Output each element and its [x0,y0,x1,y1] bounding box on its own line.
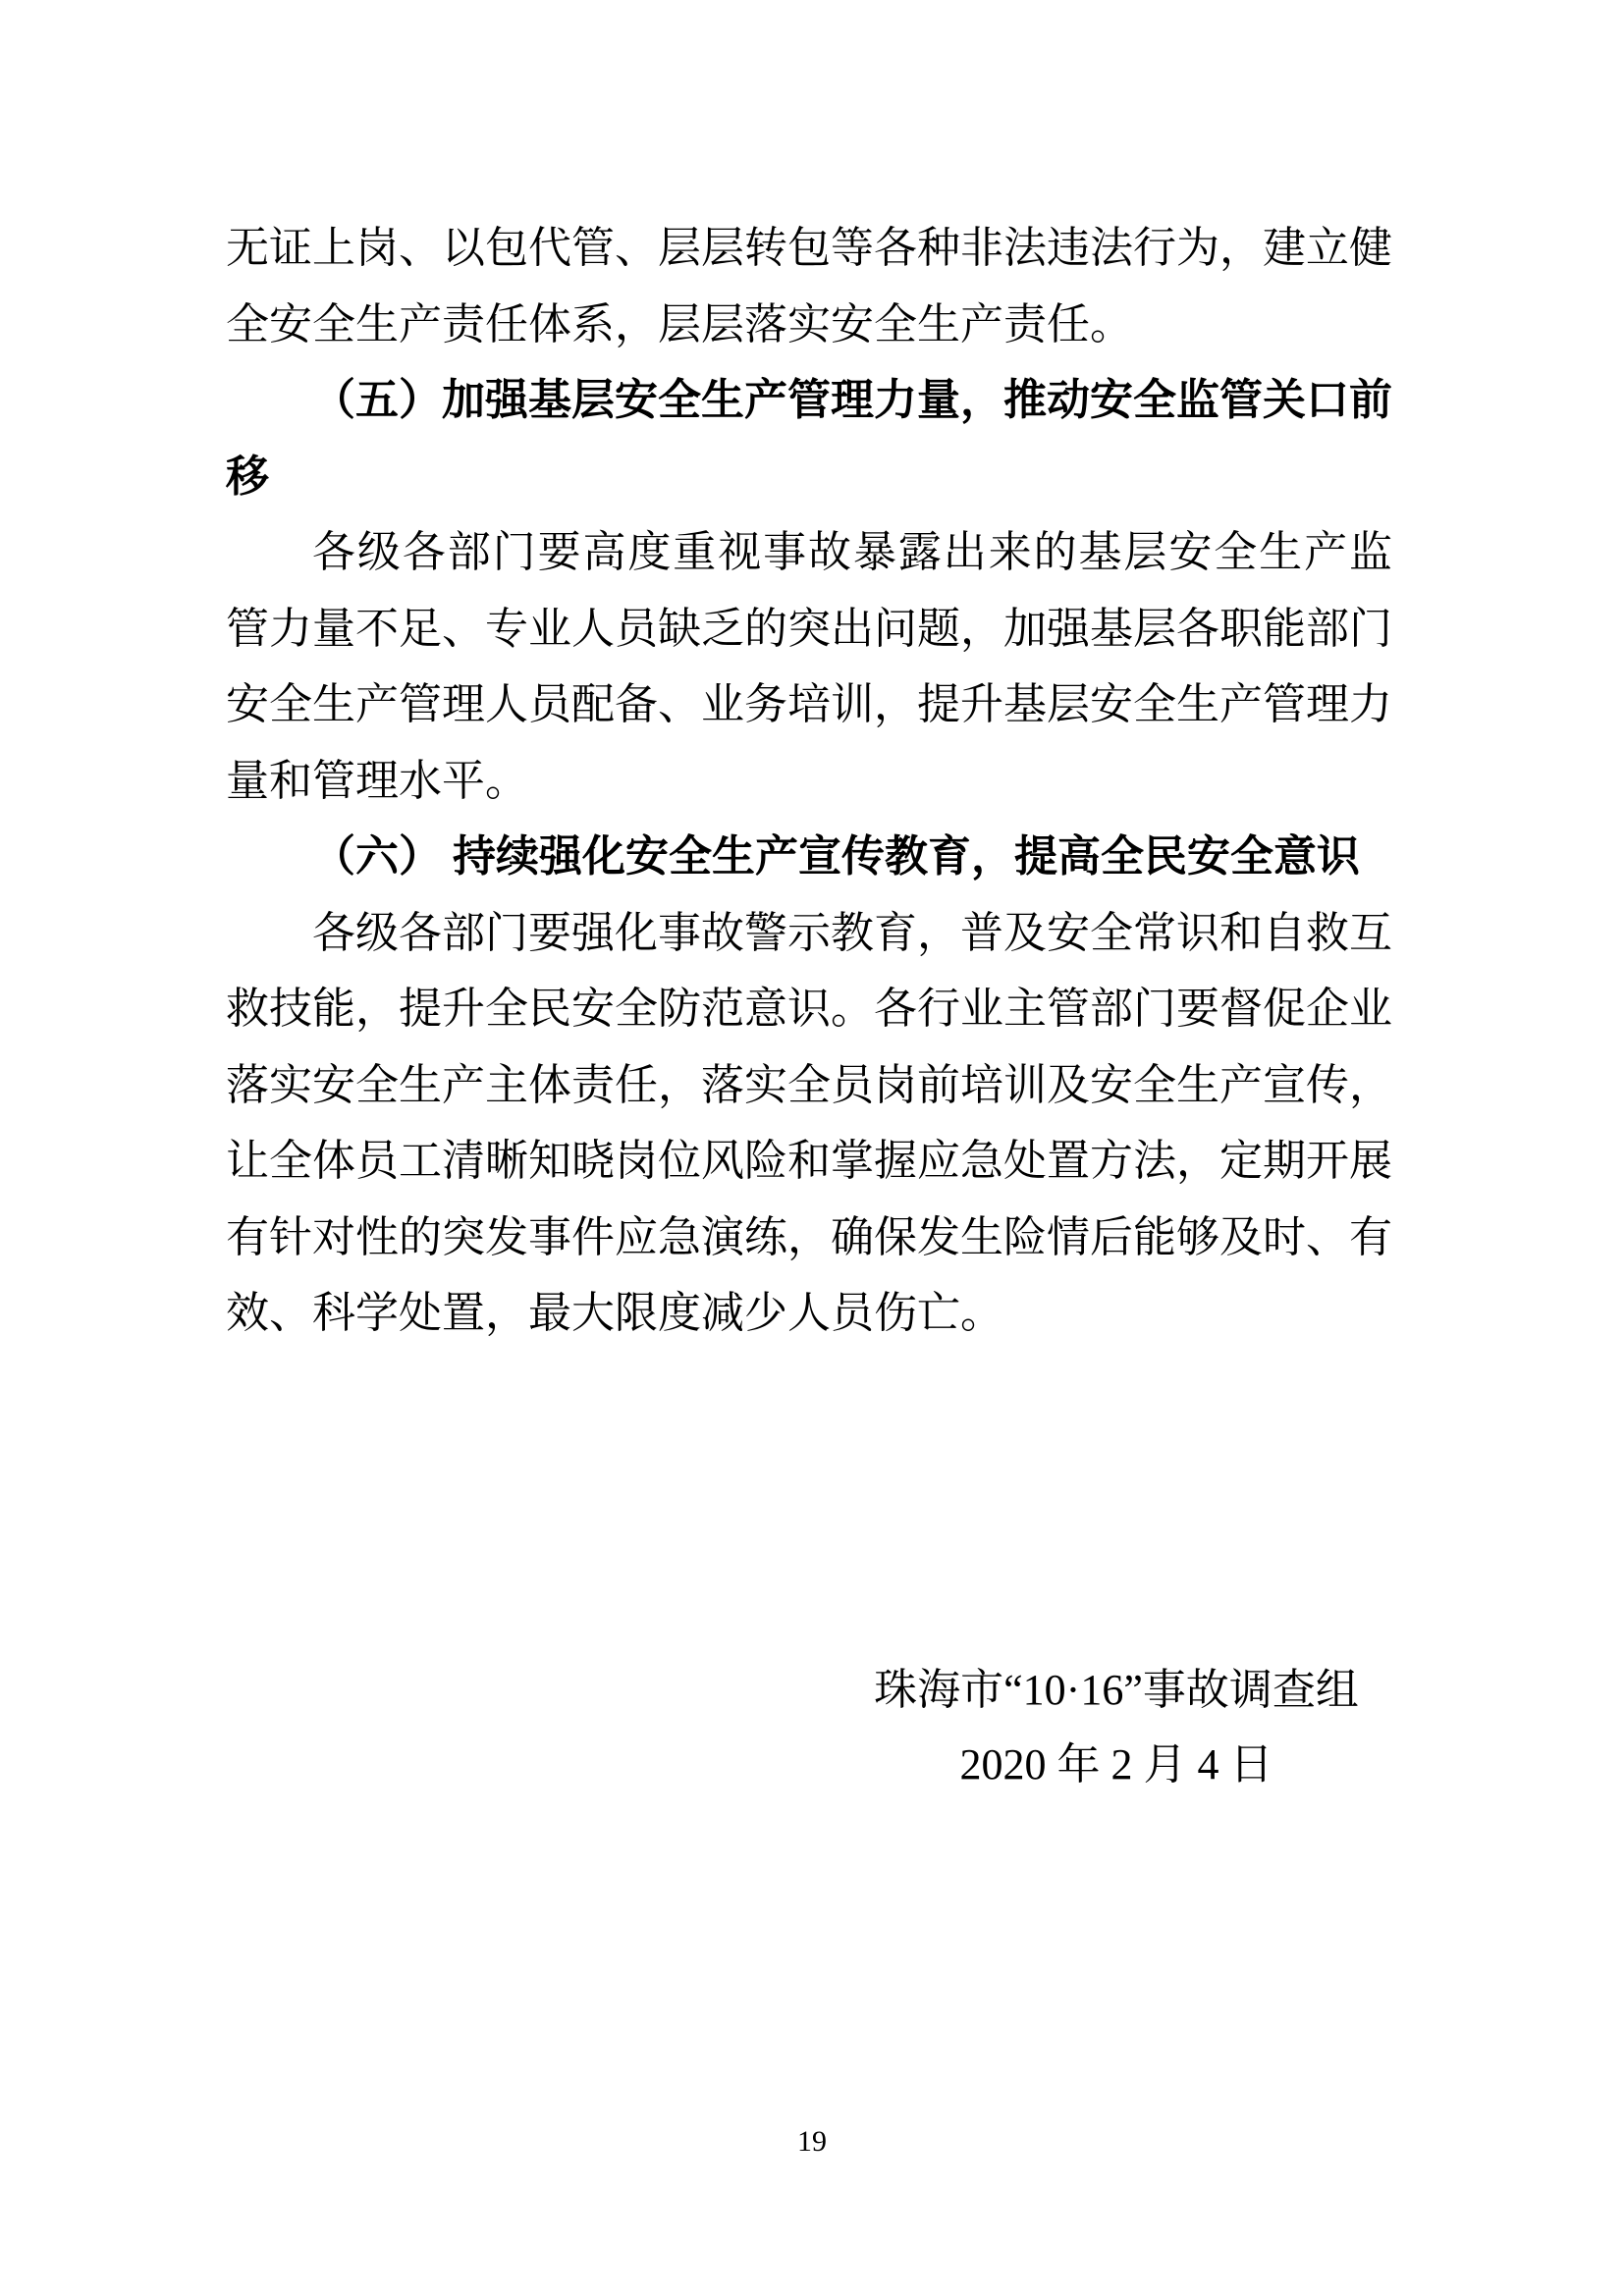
body-line: 安全生产管理人员配备、业务培训，提升基层安全生产管理力 [226,680,1392,728]
section-heading: （五）加强基层安全生产管理力量，推动安全监管关口前 [312,376,1392,424]
body-line: 效、科学处置，最大限度减少人员伤亡。 [226,1289,1003,1337]
body-line: 无证上岗、以包代管、层层转包等各种非法违法行为，建立健 [226,224,1392,272]
body-line: 量和管理水平。 [226,756,528,805]
body-line: 各级各部门要强化事故警示教育，普及安全常识和自救互 [312,908,1392,957]
date-line: 2020 年 2 月 4 日 [959,1740,1273,1789]
document-body [226,210,1392,1352]
page-number: 19 [797,2125,827,2158]
body-line: 落实安全生产主体责任，落实全员岗前培训及安全生产宣传， [226,1060,1392,1109]
body-line: 管力量不足、专业人员缺乏的突出问题，加强基层各职能部门 [226,604,1392,653]
body-line: 有针对性的突发事件应急演练，确保发生险情后能够及时、有 [226,1212,1392,1261]
body-line: 救技能，提升全民安全防范意识。各行业主管部门要督促企业 [226,985,1392,1033]
body-line: 全安全生产责任体系，层层落实安全生产责任。 [226,299,1133,348]
section-heading: 移 [226,452,269,501]
body-line: 让全体员工清晰知晓岗位风险和掌握应急处置方法，定期开展 [226,1137,1392,1185]
signature-line: 珠海市“10·16”事故调查组 [874,1666,1359,1714]
body-line: 各级各部门要高度重视事故暴露出来的基层安全生产监 [312,528,1392,576]
section-heading: （六） 持续强化安全生产宣传教育，提高全民安全意识 [312,832,1360,881]
